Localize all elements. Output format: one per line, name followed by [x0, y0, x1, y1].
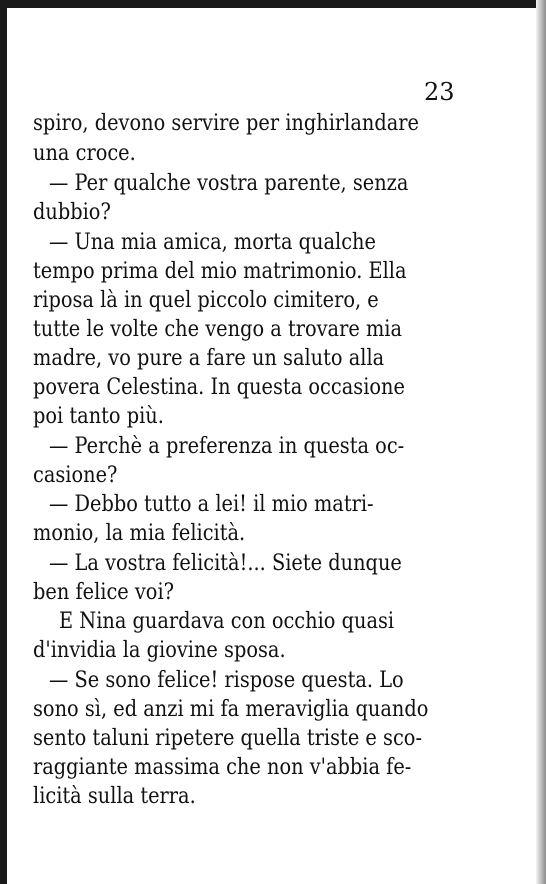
text-line: povera Celestina. In questa occasione — [33, 374, 405, 400]
text-line: — Se sono felice! rispose questa. Lo — [49, 667, 404, 693]
text-line: — Perchè a preferenza in questa oc- — [49, 433, 405, 459]
text-line: monio, la mia felicità. — [33, 520, 246, 546]
text-line: — Una mia amica, morta qualche — [49, 229, 376, 255]
text-line: sento taluni ripetere quella triste e sco- — [33, 725, 422, 751]
text-line: tutte le volte che vengo a trovare mia — [33, 316, 403, 342]
text-line: — Per qualche vostra parente, senza — [49, 170, 409, 196]
text-line: E Nina guardava con occhio quasi — [59, 608, 395, 634]
text-line: licità sulla terra. — [33, 783, 196, 809]
text-line: dubbio? — [33, 199, 111, 225]
page-right-shadow — [536, 0, 546, 884]
page-binding-edge — [0, 0, 7, 884]
text-line: d'invidia la giovine sposa. — [33, 637, 286, 663]
text-line: spiro, devono servire per inghirlandare — [33, 110, 419, 136]
text-line: sono sì, ed anzi mi fa meraviglia quando — [33, 696, 429, 722]
text-line: casione? — [33, 462, 118, 488]
text-line: — Debbo tutto a lei! il mio matri- — [49, 491, 374, 517]
text-line: — La vostra felicità!... Siete dunque — [49, 550, 402, 576]
page-number: 23 — [424, 78, 455, 106]
text-line: ben felice voi? — [33, 579, 175, 605]
text-line: tempo prima del mio matrimonio. Ella — [33, 258, 407, 284]
text-line: riposa là in quel piccolo cimitero, e — [33, 287, 379, 313]
text-line: poi tanto più. — [33, 403, 164, 429]
text-line: raggiante massima che non v'abbia fe- — [33, 754, 412, 780]
text-line: madre, vo pure a fare un saluto alla — [33, 345, 385, 371]
text-line: una croce. — [33, 140, 136, 166]
page-top-border — [0, 0, 546, 8]
